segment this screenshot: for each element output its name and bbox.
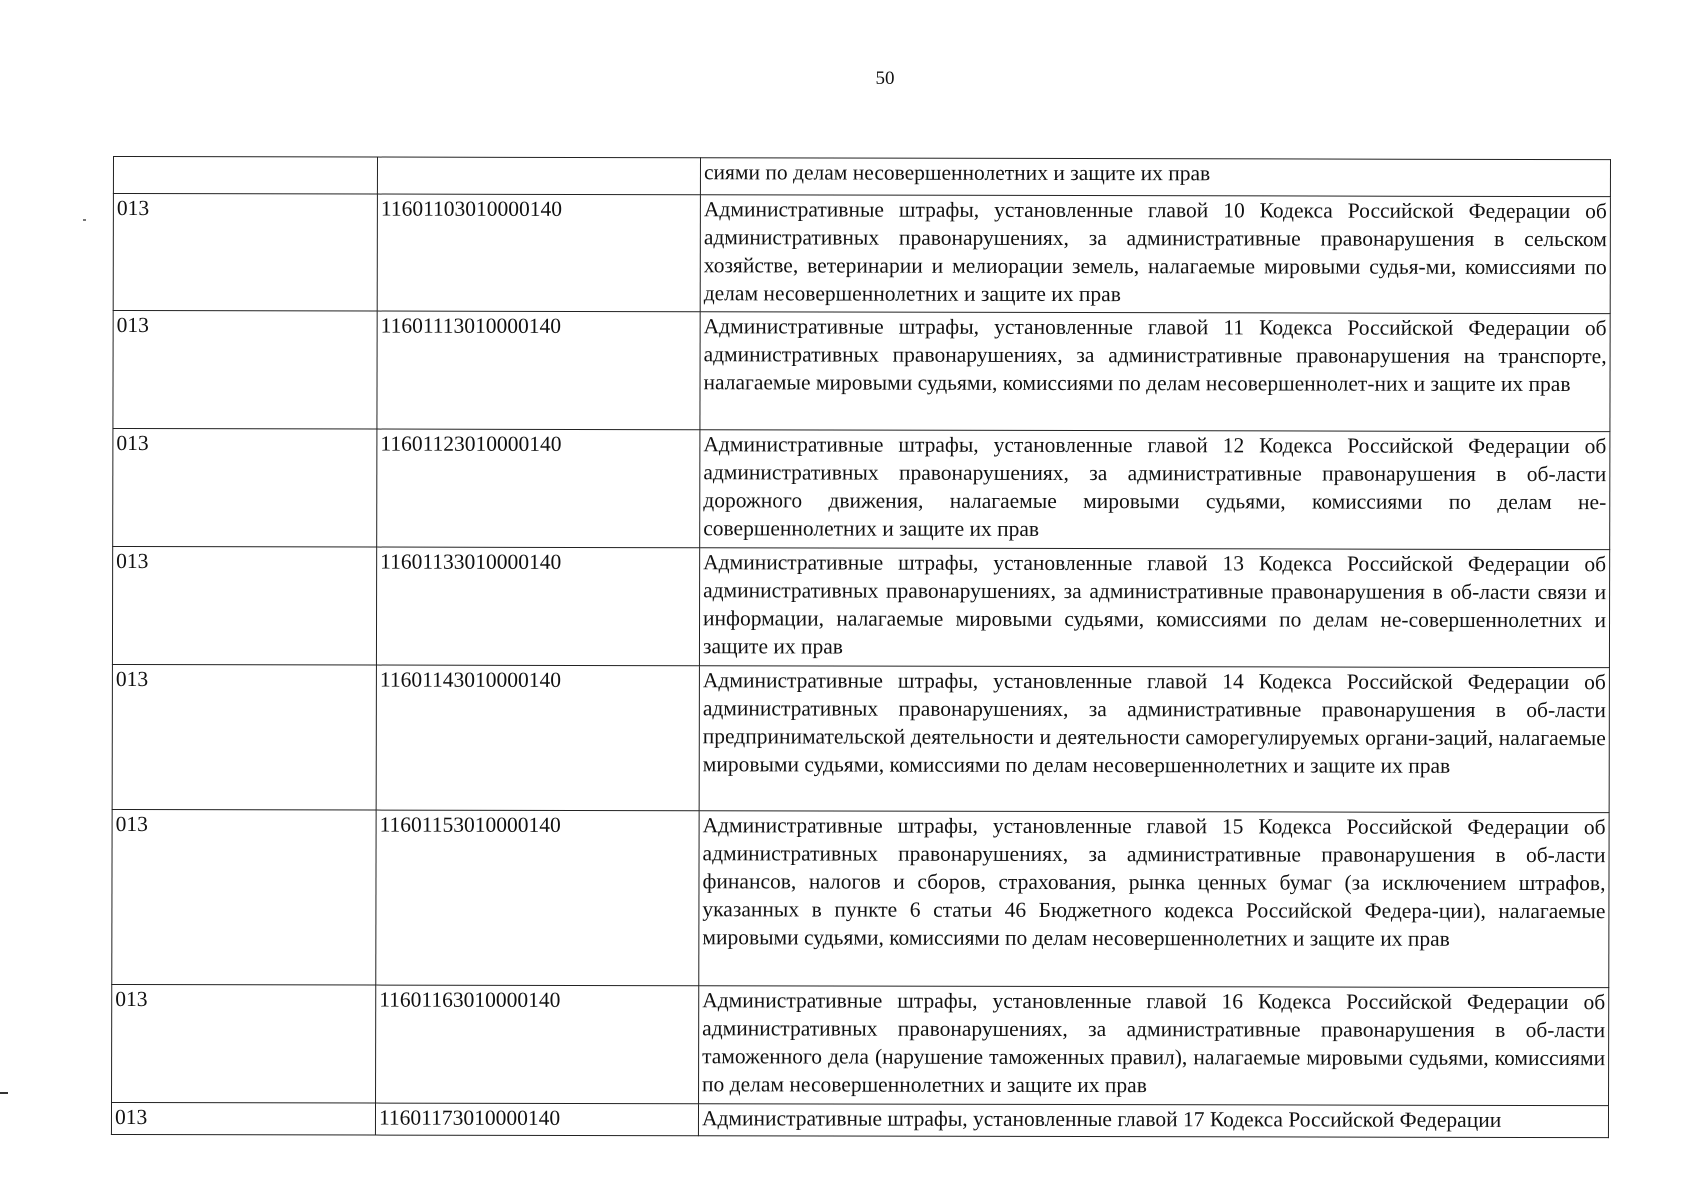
table-row — [113, 429, 1610, 550]
description-cell: Административные штрафы, установленные главой 16 Кодекса Российской Федерации об административных правонарушениях, за административные правонарушения в об-ласти таможенного дела (нарушение таможенных правил), налагаемые мировыми судьями, комиссиями по делам несовершеннолетних и защите их прав — [699, 986, 1609, 1106]
table-row — [112, 984, 1609, 1105]
admin-code-cell: 013 — [113, 194, 377, 312]
margin-tick-mark — [0, 1092, 8, 1094]
kbk-code-cell: 11601173010000140 — [375, 1103, 698, 1136]
admin-code-cell: 013 — [113, 429, 377, 548]
kbk-code-cell: 11601143010000140 — [376, 665, 699, 811]
admin-code-cell: 013 — [112, 664, 376, 810]
description-cell: Административные штрафы, установленные главой 12 Кодекса Российской Федерации об административных правонарушениях, за административные правонарушения в об-ласти дорожного движения, налагаемые мировыми судьями, комиссиями по делам не-совершеннолетних и защите их прав — [700, 430, 1610, 550]
description-cell: Административные штрафы, установленные главой 14 Кодекса Российской Федерации об административных правонарушениях, за административные правонарушения в об-ласти предпринимательской деятельности и деятельности саморегулируемых органи-заций, налагаемые мировыми судьями, комиссиями по делам несовершеннолетних и защите их прав — [699, 666, 1609, 813]
table-row — [113, 311, 1610, 432]
description-cell: сиями по делам несовершеннолетних и защите их прав — [700, 158, 1610, 197]
table-row — [112, 664, 1609, 812]
table-row — [111, 1102, 1608, 1137]
admin-code-cell: 013 — [112, 809, 376, 985]
admin-code-cell: 013 — [113, 311, 377, 430]
kbk-code-cell — [377, 157, 700, 195]
description-cell: Административные штрафы, установленные главой 13 Кодекса Российской Федерации об административных правонарушениях, за административные правонарушения в об-ласти связи и информации, налагаемые мировыми судьями, комиссиями по делам не-совершеннолетних и защите их прав — [699, 548, 1609, 668]
table-row — [112, 809, 1609, 987]
page-number: 50 — [875, 68, 895, 89]
table-row — [113, 157, 1610, 197]
table-row — [112, 547, 1609, 668]
description-cell: Административные штрафы, установленные главой 17 Кодекса Российской Федерации — [698, 1104, 1608, 1138]
admin-code-cell — [113, 157, 377, 195]
admin-code-cell: 013 — [111, 1102, 375, 1135]
table-row — [113, 194, 1610, 314]
margin-speck — [83, 219, 86, 221]
kbk-code-cell: 11601163010000140 — [376, 985, 699, 1104]
description-cell: Административные штрафы, установленные главой 11 Кодекса Российской Федерации об административных правонарушениях, за административные правонарушения на транспорте, налагаемые мировыми судьями, комиссиями по делам несовершеннолет-них и защите их прав — [700, 312, 1610, 432]
description-cell: Административные штрафы, установленные главой 10 Кодекса Российской Федерации об административных правонарушениях, за административные правонарушения в сельском хозяйстве, ветеринарии и мелиорации земель, налагаемые мировыми судья-ми, комиссиями по делам несовершеннолетних и защите их прав — [700, 195, 1610, 314]
kbk-code-cell: 11601133010000140 — [376, 547, 699, 666]
kbk-code-cell: 11601153010000140 — [376, 810, 699, 986]
admin-code-cell: 013 — [112, 547, 376, 666]
kbk-code-cell: 11601113010000140 — [377, 311, 700, 430]
budget-codes-table-container — [111, 156, 1610, 1138]
kbk-code-cell: 11601123010000140 — [377, 429, 700, 548]
budget-codes-table — [111, 156, 1611, 1138]
description-cell: Административные штрафы, установленные главой 15 Кодекса Российской Федерации об административных правонарушениях, за административные правонарушения в об-ласти финансов, налогов и сборов, страхования, рынка ценных бумаг (за исключением штрафов, указанных в пункте 6 статьи 46 Бюджетного кодекса Российской Федера-ции), налагаемые мировыми судьями, комиссиями по делам несовершеннолетних и защите их прав — [699, 811, 1609, 988]
admin-code-cell: 013 — [112, 984, 376, 1103]
kbk-code-cell: 11601103010000140 — [377, 194, 700, 312]
